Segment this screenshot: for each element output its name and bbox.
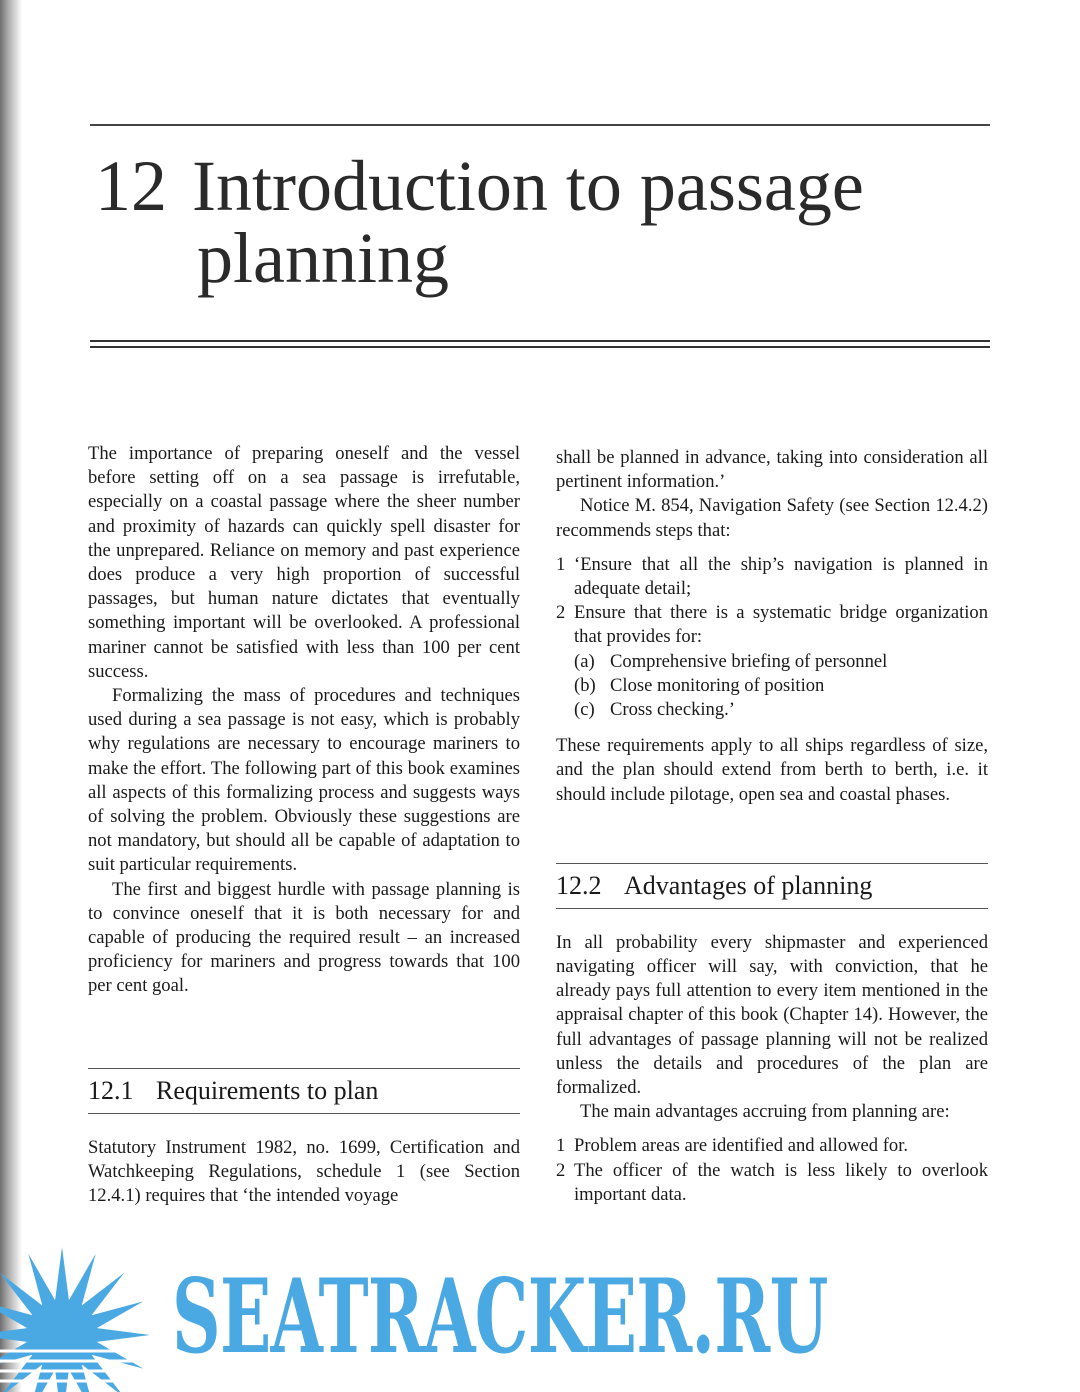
section-12-1-heading bbox=[88, 1069, 520, 1114]
step-number: 2 bbox=[556, 602, 566, 624]
chapter-number: 12 bbox=[95, 146, 167, 226]
steps-list bbox=[556, 553, 988, 722]
chapter-title-line1: Introduction to passage bbox=[192, 146, 864, 226]
advantage-item bbox=[556, 1159, 988, 1207]
intro-paragraph-3: The first and biggest hurdle with passage planning is to convince oneself that it is both necessary for and capable of producing the required result – an increased proficiency for mariners and progress towards that 100 per cent goal. bbox=[88, 878, 520, 997]
watermark-text: SEATRACKER.RU bbox=[172, 1257, 828, 1377]
section-12-2-number: 12.2 bbox=[556, 870, 602, 900]
section-12-2-paragraph-1: In all probability every shipmaster and experienced navigating officer will say, with conviction, that he already pays full attention to every item mentioned in the appraisal chapter of this book (Chapter 14). However, the full advantages of passage planning will not be realized unless the details and procedures of the plan are formalized. bbox=[556, 931, 988, 1099]
continuation-paragraph: shall be planned in advance, taking into consideration all pertinent information.’ bbox=[556, 447, 988, 493]
left-column bbox=[88, 442, 520, 1208]
chapter-title-line2: planning bbox=[197, 218, 449, 298]
sun-burst-icon bbox=[0, 1247, 200, 1392]
intro-paragraph-2: Formalizing the mass of procedures and techniques used during a sea passage is not easy, which is probably why regulations are necessary to encourage mariners to make the effort. The following part of this book examines all aspects of this formalizing process and suggests ways of solving the problem. Obviously these suggestions are not mandatory, but should all be capable of adaptation to suit particular requirements. bbox=[88, 685, 520, 876]
section-12-2-heading bbox=[556, 864, 988, 909]
advantage-number: 2 bbox=[556, 1159, 566, 1181]
advantages-list bbox=[556, 1134, 988, 1207]
book-spine-shadow bbox=[0, 0, 22, 1392]
substep-letter: (c) bbox=[574, 699, 595, 721]
section-12-1-title: Requirements to plan bbox=[156, 1075, 379, 1105]
step-text: ‘Ensure that all the ship’s navigation is planned in adequate detail; bbox=[574, 553, 988, 600]
intro-paragraph-1: The importance of preparing oneself and the vessel before setting off on a sea passage is irrefutable, especially on a coastal passage where the sheer number and proximity of hazards can quickly spell disaster for the unprepared. Reliance on memory and past experience does produce a very high proportion of successful passages, but human nature dictates that eventually something important will be overlooked. A professional mariner cannot be satisfied with less than 100 per cent success. bbox=[88, 443, 520, 682]
advantage-text: The officer of the watch is less likely to overlook important data. bbox=[574, 1159, 988, 1205]
step-number: 1 bbox=[556, 553, 566, 575]
section-12-1-paragraph: Statutory Instrument 1982, no. 1699, Certification and Watchkeeping Regulations, schedule 1 (see Section 12.4.1) requires that ‘the intended voyage bbox=[88, 1136, 520, 1207]
step-item bbox=[556, 601, 988, 722]
title-double-rule bbox=[90, 340, 990, 348]
substep-letter: (a) bbox=[574, 650, 595, 672]
notice-paragraph: Notice M. 854, Navigation Safety (see Section 12.4.2) recommends steps that: bbox=[556, 495, 988, 541]
section-12-2-paragraph-2: The main advantages accruing from planning are: bbox=[580, 1101, 950, 1123]
advantage-number: 1 bbox=[556, 1135, 566, 1157]
requirements-paragraph: These requirements apply to all ships regardless of size, and the plan should extend from berth to berth, i.e. it should include pilotage, open sea and coastal phases. bbox=[556, 735, 988, 805]
top-rule bbox=[90, 124, 990, 126]
section-12-1-number: 12.1 bbox=[88, 1075, 134, 1105]
substep-text: Cross checking.’ bbox=[610, 699, 735, 721]
advantage-item bbox=[556, 1134, 988, 1158]
substep-item bbox=[574, 650, 988, 674]
substep-item bbox=[574, 674, 988, 698]
substep-text: Comprehensive briefing of personnel bbox=[610, 650, 888, 672]
right-column bbox=[556, 446, 988, 1207]
substep-letter: (b) bbox=[574, 674, 596, 696]
chapter-title bbox=[95, 146, 995, 298]
substep-text: Close monitoring of position bbox=[610, 674, 825, 696]
section-12-2-title: Advantages of planning bbox=[624, 870, 873, 900]
step-text: Ensure that there is a systematic bridge organization that provides for: bbox=[574, 602, 988, 648]
substeps-list bbox=[574, 650, 988, 723]
advantage-text: Problem areas are identified and allowed for. bbox=[574, 1135, 909, 1157]
step-item bbox=[556, 553, 988, 601]
substep-item bbox=[574, 698, 988, 722]
